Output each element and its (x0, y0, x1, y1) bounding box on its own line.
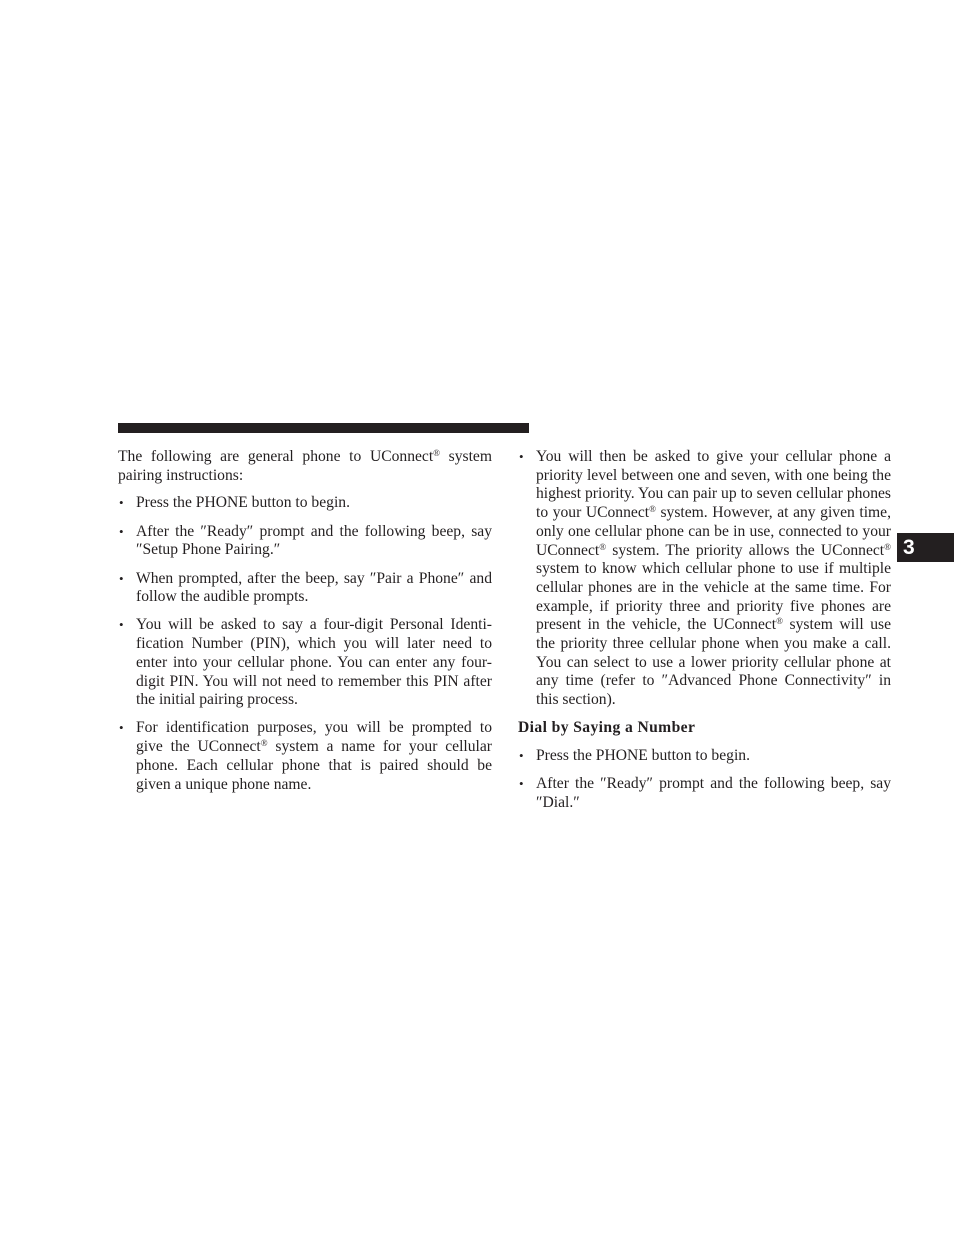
list-item-text: After the ″Ready″ prompt and the following beep, say ″Dial.″ (536, 775, 891, 811)
list-item-text: When prompted, after the beep, say ″Pair a Phone″ and follow the audible prompts. (136, 569, 492, 606)
intro-text-start: The following are general phone to UConnect (118, 448, 434, 465)
list-item (118, 570, 492, 607)
pairing-steps-list (118, 494, 492, 794)
bullet-icon: • (119, 495, 124, 511)
list-item (118, 523, 492, 560)
list-item-text: Press the PHONE button to begin. (136, 494, 350, 512)
list-item-text: system to know which cellular phone to use if multiple cellular phones are in the vehicle at the same time. For example, if priority three and priority five phones are present in the vehicle, the UConnect (536, 560, 891, 634)
list-item-text: For identification purposes, you will be prompted to give the UConnect (136, 719, 492, 756)
bullet-icon: • (119, 720, 124, 736)
chapter-number: 3 (903, 536, 915, 559)
list-item (518, 448, 891, 710)
list-item-text: system. The priority allows the UConnect (606, 541, 885, 559)
bullet-icon: • (519, 449, 524, 464)
list-item (118, 494, 492, 513)
list-item-text: Press the PHONE button to begin. (536, 747, 750, 765)
list-item-text: system will use the priority three cellular phone when you make a call. You can select to use a lower priority cellular phone at any time (refer to ″Advanced Phone Connectivity″ in this section). (536, 616, 892, 709)
dial-steps-list (518, 747, 891, 813)
right-column (518, 448, 891, 822)
list-item-text: system. However, at any given time, only one cellular phone can be in use, connected to your UConnect (536, 504, 891, 559)
list-item-text: After the ″Ready″ prompt and the following beep, say ″Setup Phone Pairing.″ (136, 522, 492, 559)
bullet-icon: • (519, 748, 524, 764)
intro-text-end: system pairing instructions: (118, 448, 492, 484)
bullet-icon: • (119, 617, 124, 633)
registered-mark: ® (433, 448, 441, 458)
registered-mark: ® (260, 738, 268, 749)
registered-mark: ® (649, 504, 656, 515)
list-item-text: system a name for your cellular phone. Each cellular phone that is paired should be given a unique phone name. (136, 738, 492, 793)
bullet-icon: • (519, 776, 524, 792)
left-column (118, 448, 492, 804)
list-item (118, 616, 492, 710)
registered-mark: ® (599, 541, 607, 552)
section-subheading: Dial by Saying a Number (518, 719, 696, 737)
list-item-text: You will then be asked to give your cellular phone a priority level between one and seven, with one being the highest priority. You can pair up to seven cellular phones to your UConnect (536, 448, 891, 522)
list-item-text: You will be asked to say a four-digit Personal Identi-fication Number (PIN), which you will later need to enter into your cellular phone. You can enter any four-digit PIN. You will not need to remember this PIN after the initial pairing process. (136, 616, 492, 709)
bullet-icon: • (119, 570, 124, 586)
intro-paragraph (118, 448, 492, 485)
list-item (518, 747, 891, 766)
chapter-tab (897, 533, 954, 562)
section-header-rule (118, 423, 529, 433)
list-item (118, 719, 492, 794)
registered-mark: ® (776, 616, 783, 627)
list-item (518, 775, 891, 812)
bullet-icon: • (119, 523, 124, 539)
priority-list (518, 448, 891, 710)
registered-mark: ® (884, 541, 891, 552)
